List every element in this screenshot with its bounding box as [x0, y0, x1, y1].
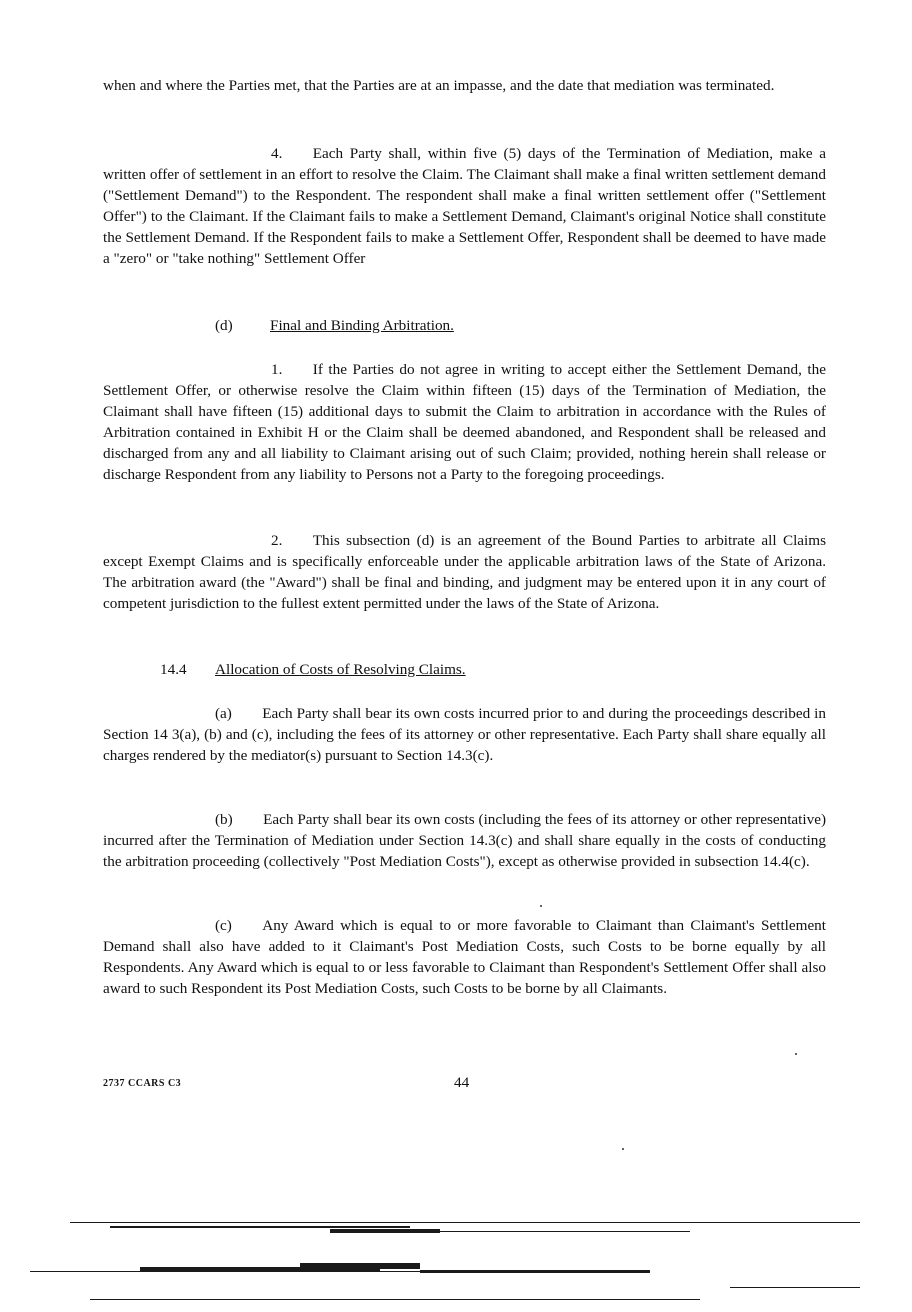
- scan-artifact-line: [420, 1270, 650, 1273]
- page-number: 44: [454, 1074, 470, 1091]
- paragraph-costs-c: (c) Any Award which is equal to or more favorable to Claimant than Claimant's Settlement Demand shall also have added to it Claimant's Post Mediation Costs, such Costs to be borne equally by all Respondents. Any Award which is equal to or less favorable to Claimant than Respondent's Settlement Offer shall also award to such Respondent its Post Mediation Costs, such Costs to be borne by all Claimants.: [103, 917, 826, 997]
- heading-number: 14.4: [160, 661, 187, 678]
- scan-artifact-line: [110, 1226, 410, 1228]
- paragraph-mediation-termination-continued: when and where the Parties met, that the Parties are at an impasse, and the date that mediation was terminated.: [103, 77, 775, 94]
- footer-document-code: 2737 CCARS C3: [103, 1078, 182, 1089]
- paragraph-costs-a: (a) Each Party shall bear its own costs incurred prior to and during the proceedings described in Section 14 3(a), (b) and (c), including the fees of its attorney or other representative. Each Party shall share equally all charges rendered by the mediator(s) pursuant to Section 14.3(c).: [103, 705, 826, 764]
- paragraph-arbitration-agreement: 2. This subsection (d) is an agreement of the Bound Parties to arbitrate all Claims except Exempt Claims and is specifically enforceable under the applicable arbitration laws of the State of Arizona. The arbitration award (the "Award") shall be final and binding, and judgment may be entered upon it in any court of competent jurisdiction to the fullest extent permitted under the laws of the State of Arizona.: [103, 532, 826, 612]
- heading-allocation-of-costs: [160, 659, 466, 680]
- scan-artifact-line: [70, 1222, 860, 1223]
- paragraph-settlement-offers: 4. Each Party shall, within five (5) days of the Termination of Mediation, make a written offer of settlement in an effort to resolve the Claim. The Claimant shall make a final written settlement demand ("Settlement Demand") to the Respondent. The respondent shall make a final written settlement offer ("Settlement Offer") to the Claimant. If the Claimant fails to make a Settlement Demand, Claimant's original Notice shall constitute the Settlement Demand. If the Respondent fails to make a Settlement Offer, Respondent shall be deemed to have made a "zero" or "take nothing" Settlement Offer: [103, 145, 826, 267]
- paragraph-costs-b: (b) Each Party shall bear its own costs (including the fees of its attorney or other representative) incurred after the Termination of Mediation under Section 14.3(c) and shall share equally in the costs of conducting the arbitration proceeding (collectively "Post Mediation Costs"), except as otherwise provided in subsection 14.4(c).: [103, 811, 826, 870]
- heading-number: (d): [215, 317, 233, 334]
- scan-artifact-line: [330, 1229, 440, 1233]
- heading-title: Allocation of Costs of Resolving Claims.: [215, 661, 466, 678]
- scan-artifact-line: [90, 1299, 700, 1300]
- scan-artifact-line: [300, 1263, 420, 1269]
- scan-speck: [622, 1148, 624, 1150]
- scan-speck: [540, 905, 542, 907]
- scan-artifact-line: [440, 1231, 690, 1232]
- heading-title: Final and Binding Arbitration.: [270, 317, 454, 334]
- heading-final-binding-arbitration: [215, 315, 454, 336]
- scan-speck: [795, 1053, 797, 1055]
- scan-artifact-line: [730, 1287, 860, 1288]
- paragraph-arbitration-submission: 1. If the Parties do not agree in writing to accept either the Settlement Demand, the Settlement Offer, or otherwise resolve the Claim within fifteen (15) days of the Termination of Mediation, the Claimant shall have fifteen (15) additional days to submit the Claim to arbitration in accordance with the Rules of Arbitration contained in Exhibit H or the Claim shall be deemed abandoned, and Respondent shall be released and discharged from any and all liability to Claimant arising out of such Claim; provided, nothing herein shall release or discharge Respondent from any liability to Persons not a Party to the foregoing proceedings.: [103, 361, 826, 483]
